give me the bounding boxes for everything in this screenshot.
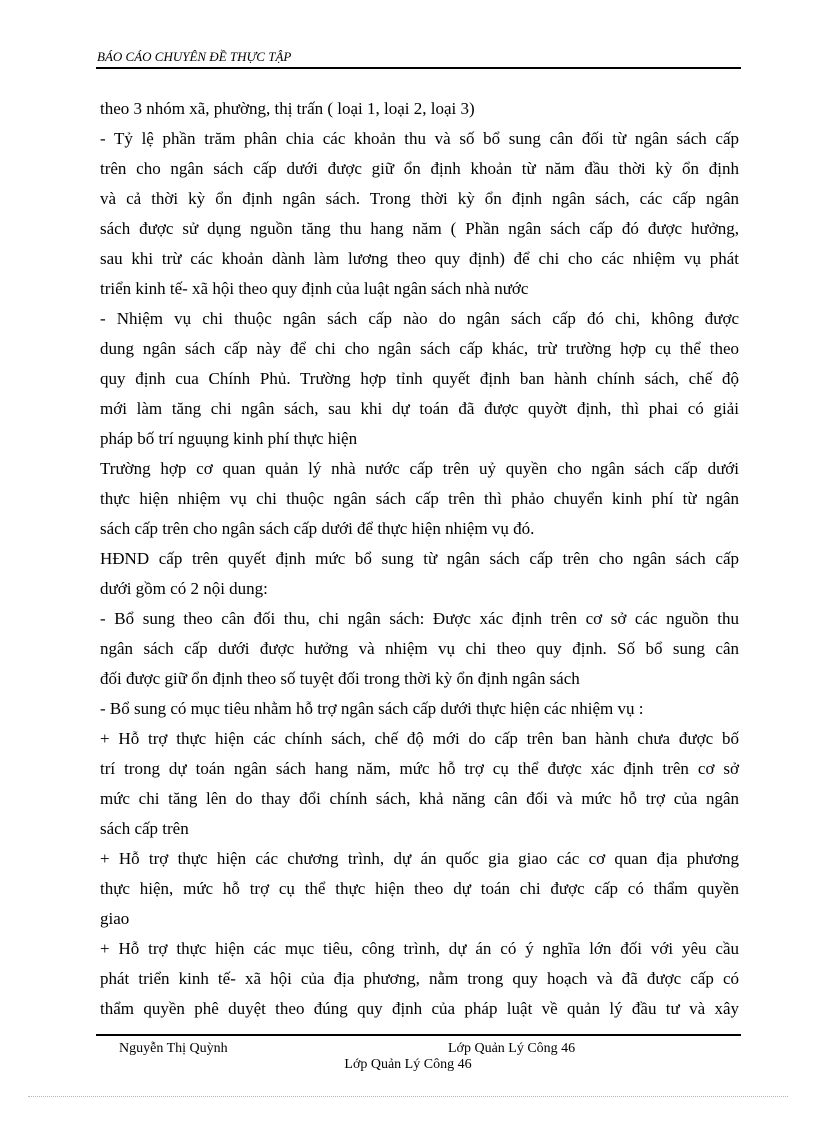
body-line: mới làm tăng chi ngân sách, sau khi dự toán đã được quyờt định, thì phai có giải [100, 399, 739, 418]
body-line: phát triển kinh tế- xã hội của địa phương, nằm trong quy hoạch và đã được cấp có [100, 969, 739, 988]
footer-class-right: Lớp Quản Lý Công 46 [448, 1041, 576, 1056]
body-line: pháp bố trí nguụng kinh phí thực hiện [100, 429, 358, 448]
body-line: thực hiện, mức hỗ trợ cụ thể thực hiện theo dự toán chi được cấp có thẩm quyền [100, 879, 739, 898]
body-line: sách cấp trên cho ngân sách cấp dưới để thực hiện nhiệm vụ đó. [100, 519, 535, 538]
body-line: HĐND cấp trên quyết định mức bổ sung từ ngân sách cấp trên cho ngân sách cấp [100, 549, 739, 568]
body-line: - Bổ sung theo cân đối thu, chi ngân sách: Được xác định trên cơ sở các nguồn thu [100, 609, 739, 628]
body-line: - Bổ sung có mục tiêu nhằm hỗ trợ ngân sách cấp dưới thực hiện các nhiệm vụ : [100, 699, 644, 718]
document-body [100, 94, 739, 1024]
body-line: - Tỷ lệ phần trăm phân chia các khoản thu và số bổ sung cân đối từ ngân sách cấp [100, 129, 739, 148]
body-line: ngân sách cấp dưới được hưởng và nhiệm vụ chi theo quy định. Số bổ sung cân [100, 639, 739, 658]
body-line: và cả thời kỳ ổn định ngân sách. Trong thời kỳ ổn định ngân sách, các cấp ngân [100, 189, 739, 208]
body-line: trên cho ngân sách cấp dưới được giữ ổn định khoản từ năm đầu thời kỳ ổn định [100, 159, 739, 178]
footer-author: Nguyễn Thị Quỳnh [119, 1041, 228, 1056]
body-line: dung ngân sách cấp này để chi cho ngân sách cấp khác, trừ trường hợp cụ thể theo [100, 339, 739, 358]
footer-divider [96, 1034, 741, 1036]
body-line: + Hỗ trợ thực hiện các chương trình, dự án quốc gia giao các cơ quan địa phương [100, 849, 739, 868]
body-line: mức chi tăng lên do thay đổi chính sách, khả năng cân đối và mức hỗ trợ của ngân [100, 789, 739, 808]
body-line: Trường hợp cơ quan quản lý nhà nước cấp trên uỷ quyền cho ngân sách cấp dưới [100, 459, 739, 478]
page-break-rule [28, 1096, 788, 1097]
body-line: dưới gồm có 2 nội dung: [100, 579, 268, 598]
body-line: - Nhiệm vụ chi thuộc ngân sách cấp nào do ngân sách cấp đó chi, không được [100, 309, 739, 328]
body-line: trí trong dự toán ngân sách hang năm, mức hỗ trợ cụ thể được xác định trên cơ sở [100, 759, 739, 778]
body-line: + Hỗ trợ thực hiện các mục tiêu, công trình, dự án có ý nghĩa lớn đối với yêu cầu [100, 939, 739, 958]
body-line: giao [100, 909, 130, 928]
body-line: triển kinh tế- xã hội theo quy định của luật ngân sách nhà nước [100, 279, 529, 298]
page-header-title: BÁO CÁO CHUYÊN ĐỀ THỰC TẬP [97, 49, 292, 64]
header-divider [96, 67, 741, 69]
body-line: thẩm quyền phê duyệt theo đúng quy định của pháp luật về quản lý đầu tư và xây [100, 999, 739, 1018]
body-line: đối được giữ ổn định theo số tuyệt đối trong thời kỳ ổn định ngân sách [100, 669, 580, 688]
body-line: sau khi trừ các khoản dành làm lương theo quy định) để chi cho các nhiệm vụ phát [100, 249, 739, 268]
body-line: + Hỗ trợ thực hiện các chính sách, chế độ mới do cấp trên ban hành chưa được bố [100, 729, 739, 748]
body-line: sách được sử dụng nguồn tăng thu hang năm ( Phần ngân sách cấp đó được hưởng, [100, 219, 739, 238]
body-line: quy định cua Chính Phủ. Trường hợp tỉnh quyết định ban hành chính sách, chế độ [100, 369, 739, 388]
body-line: theo 3 nhóm xã, phường, thị trấn ( loại 1, loại 2, loại 3) [100, 99, 475, 118]
footer-class-center: Lớp Quản Lý Công 46 [344, 1057, 472, 1072]
body-line: sách cấp trên [100, 819, 189, 838]
body-line: thực hiện nhiệm vụ chi thuộc ngân sách cấp trên thì phảo chuyển kinh phí từ ngân [100, 489, 739, 508]
